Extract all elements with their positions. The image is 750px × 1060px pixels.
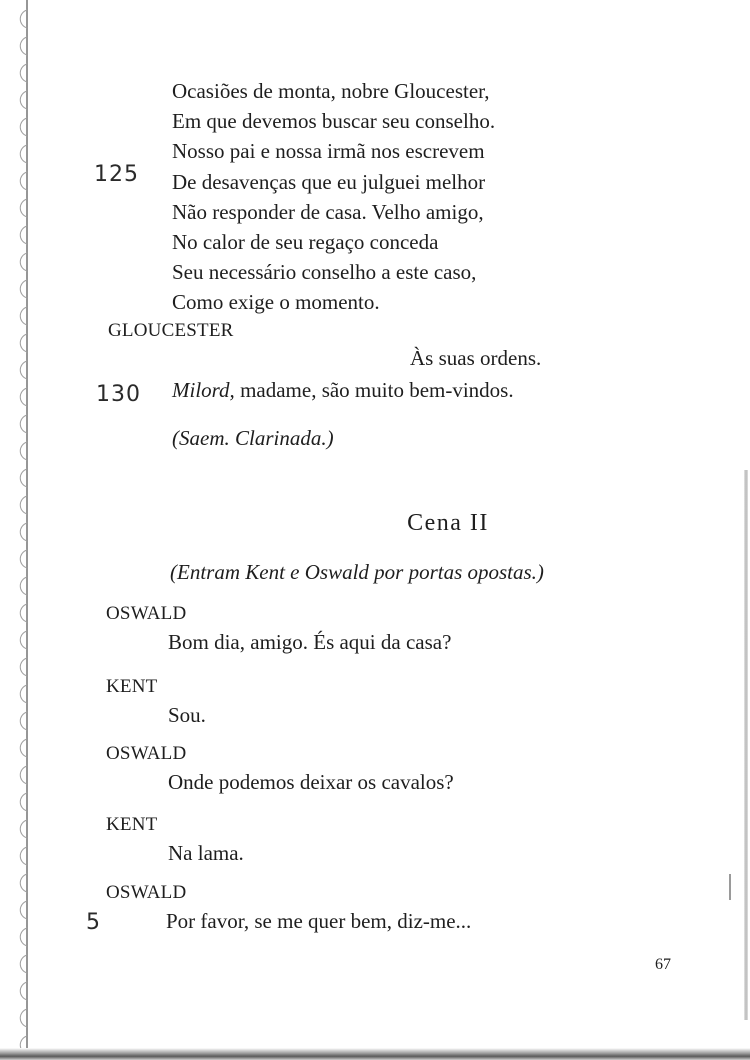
verse-line: De desavenças que eu julguei melhor — [172, 169, 486, 194]
scene-stage-direction: (Entram Kent e Oswald por portas opostas.) — [170, 560, 544, 584]
spiral-coil — [20, 10, 27, 28]
verse-line: Em que devemos buscar seu conselho. — [172, 109, 496, 134]
page-edge-bottom — [0, 1048, 750, 1060]
speaker-kent: KENT — [106, 814, 158, 835]
margin-number-125: 125 — [94, 162, 139, 187]
speaker-oswald: OSWALD — [106, 882, 187, 903]
spiral-coil — [20, 955, 27, 973]
spiral-coil — [20, 64, 27, 82]
spiral-coil — [20, 226, 27, 244]
spiral-coil — [20, 199, 27, 217]
spiral-coil — [20, 388, 27, 406]
spiral-coil — [20, 253, 27, 271]
spiral-coil — [20, 469, 27, 487]
scene-title: Cena II — [407, 510, 489, 536]
verse-line: Seu necessário conselho a este caso, — [172, 260, 477, 285]
verse-line: No calor de seu regaço conceda — [172, 230, 439, 255]
milord-word: Milord, — [172, 378, 235, 402]
spiral-coil — [20, 37, 27, 55]
spiral-coil — [20, 118, 27, 136]
spiral-coil — [20, 280, 27, 298]
verse-line: Nosso pai e nossa irmã nos escrevem — [172, 139, 485, 164]
spiral-coil — [20, 442, 27, 460]
spiral-coil — [20, 766, 27, 784]
spiral-coil — [20, 1009, 27, 1027]
page-number: 67 — [655, 956, 671, 973]
spiral-coil — [20, 739, 27, 757]
spiral-coil — [20, 658, 27, 676]
spiral-coil — [20, 361, 27, 379]
spiral-coil — [20, 874, 27, 892]
spiral-coil — [20, 793, 27, 811]
spiral-coil — [20, 334, 27, 352]
gloucester-line-2 — [172, 378, 514, 403]
dialogue-line: Bom dia, amigo. És aqui da casa? — [168, 630, 452, 654]
verse-line: Como exige o momento. — [172, 290, 380, 315]
spiral-coil — [20, 901, 27, 919]
spiral-coil — [20, 604, 27, 622]
spiral-coil — [20, 982, 27, 1000]
spiral-coil — [20, 577, 27, 595]
gloucester-line-1: Às suas ordens. — [410, 346, 542, 370]
gloucester-line-2-rest: madame, são muito bem-vindos. — [234, 378, 514, 402]
margin-number-5: 5 — [86, 910, 101, 935]
spiral-coil — [20, 172, 27, 190]
spiral-coil — [20, 712, 27, 730]
speaker-oswald: OSWALD — [106, 743, 187, 764]
spiral-coil — [20, 847, 27, 865]
spiral-coil — [20, 820, 27, 838]
speaker-oswald: OSWALD — [106, 603, 187, 624]
spiral-coil — [20, 307, 27, 325]
spiral-coil — [20, 415, 27, 433]
dialogue-line: Por favor, se me quer bem, diz-me... — [166, 909, 472, 933]
spiral-coil — [20, 631, 27, 649]
spiral-coil — [20, 685, 27, 703]
page-edge-right — [744, 470, 748, 1020]
speaker-gloucester: GLOUCESTER — [108, 320, 234, 341]
stage-direction-exit: (Saem. Clarinada.) — [172, 426, 334, 450]
spiral-coil — [20, 91, 27, 109]
spiral-coil — [20, 550, 27, 568]
dialogue-line: Na lama. — [168, 841, 244, 865]
spiral-coil — [20, 928, 27, 946]
margin-number-130: 130 — [96, 382, 141, 407]
speaker-kent: KENT — [106, 676, 158, 697]
dialogue-line: Onde podemos deixar os cavalos? — [168, 770, 454, 794]
page-edge-mark — [729, 874, 731, 900]
opening-verse — [172, 76, 495, 318]
dialogue-line: Sou. — [168, 703, 206, 727]
verse-line: Não responder de casa. Velho amigo, — [172, 199, 484, 224]
spiral-coil — [20, 145, 27, 163]
verse-line: Ocasiões de monta, nobre Gloucester, — [172, 79, 490, 103]
